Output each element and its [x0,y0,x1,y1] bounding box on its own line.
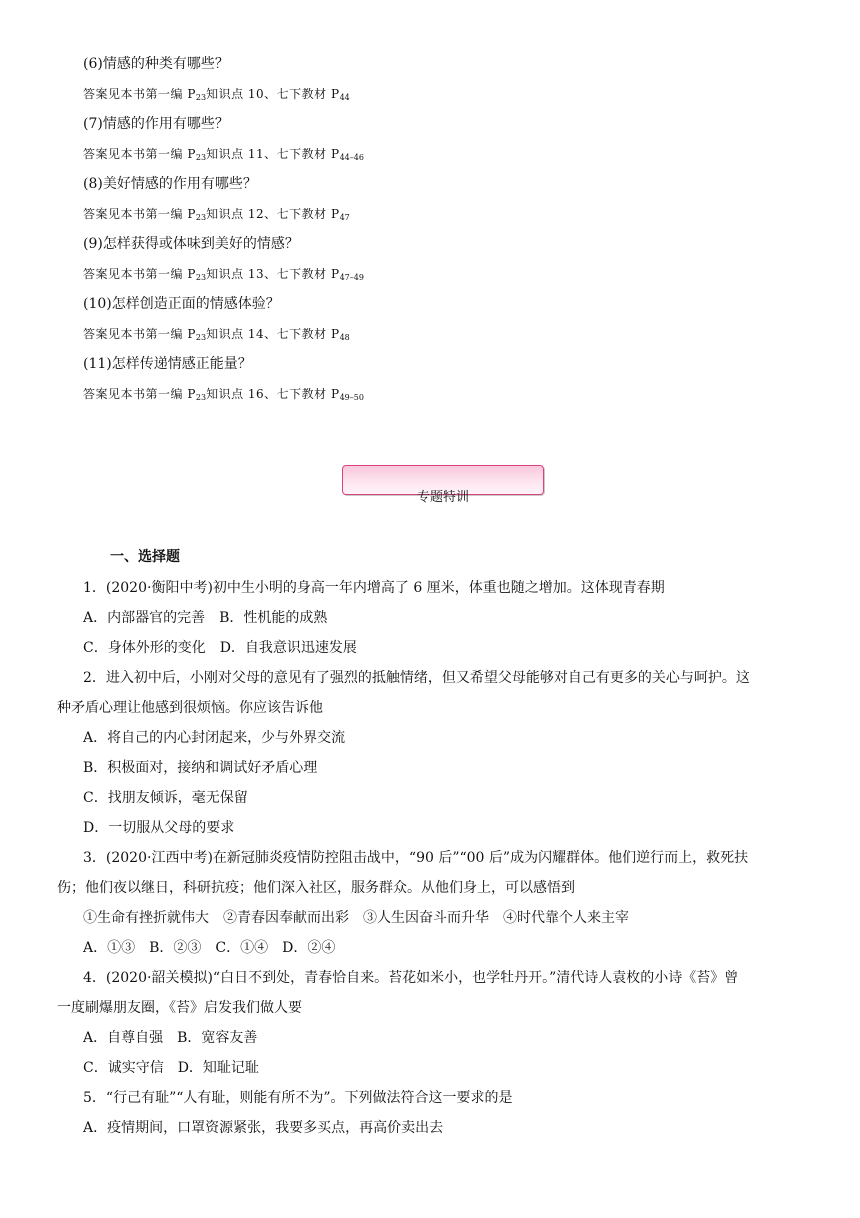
question-4-options-cd: C．诚实守信 D．知耻记耻 [83,1060,259,1076]
question-2-stem: 2．进入初中后，小刚对父母的意见有了强烈的抵触情绪，但又希望父母能够对自己有更多的关心与呵护。这 [83,670,750,686]
question-1-options-cd: C．身体外形的变化 D．自我意识迅速发展 [83,640,357,656]
question-1-stem: 1．(2020·衡阳中考)初中生小明的身高一年内增高了 6 厘米，体重也随之增加。这体现青春期 [83,580,665,596]
review-question: (7)情感的作用有哪些？ [83,116,229,132]
question-3-statements: ①生命有挫折就伟大 ②青春因奉献而出彩 ③人生因奋斗而升华 ④时代靠个人来主宰 [83,910,629,926]
review-answer: 答案见本书第一编 $P_{23}$知识点 14、七下教材 $P_{48}$ [83,327,350,342]
question-3-options: A．①③ B．②③ C．①④ D．②④ [83,940,336,956]
review-question: (11)怎样传递情感正能量？ [83,356,252,372]
review-answer: 答案见本书第一编 $P_{23}$知识点 11、七下教材 $P_{44-46}$ [83,147,364,162]
review-question: (10)怎样创造正面的情感体验？ [83,296,280,312]
question-2-option-c: C．找朋友倾诉，毫无保留 [83,790,248,806]
question-2-stem-cont: 种矛盾心理让他感到很烦恼。你应该告诉他 [57,700,323,716]
question-4-options-ab: A．自尊自强 B．宽容友善 [83,1030,258,1046]
question-2-option-d: D．一切服从父母的要求 [83,820,235,836]
section-heading: 一、选择题 [110,549,180,565]
review-answer: 答案见本书第一编 $P_{23}$知识点 10、七下教材 $P_{44}$ [83,87,350,102]
review-question: (9)怎样获得或体味到美好的情感？ [83,236,299,252]
question-3-stem-cont: 伤；他们夜以继日，科研抗疫；他们深入社区，服务群众。从他们身上，可以感悟到 [57,880,575,896]
question-2-option-b: B．积极面对，接纳和调试好矛盾心理 [83,760,318,776]
review-answer: 答案见本书第一编 $P_{23}$知识点 12、七下教材 $P_{47}$ [83,207,350,222]
review-question: (8)美好情感的作用有哪些？ [83,176,257,192]
question-5-option-a: A．疫情期间，口罩资源紧张，我要多买点，再高价卖出去 [83,1120,444,1136]
review-answer: 答案见本书第一编 $P_{23}$知识点 13、七下教材 $P_{47-49}$ [83,267,364,282]
question-4-stem: 4．(2020·韶关模拟)“白日不到处，青春恰自来。苔花如米小，也学牡丹开。”清代诗人袁枚的小诗《苔》曾 [83,970,739,986]
question-2-option-a: A．将自己的内心封闭起来，少与外界交流 [83,730,346,746]
review-questions [83,54,803,414]
section-banner-title: 专题特训 [416,490,469,505]
question-5-stem: 5．“行己有耻”“人有耻，则能有所不为”。下列做法符合这一要求的是 [83,1090,513,1106]
question-3-stem: 3．(2020·江西中考)在新冠肺炎疫情防控阻击战中，“90 后”“00 后”成为闪耀群体。他们逆行而上，救死扶 [83,850,749,866]
review-answer: 答案见本书第一编 $P_{23}$知识点 16、七下教材 $P_{49-50}$ [83,387,364,402]
question-1-options-ab: A．内部器官的完善 B．性机能的成熟 [83,610,328,626]
review-question: (6)情感的种类有哪些？ [83,56,229,72]
question-4-stem-cont: 一度刷爆朋友圈，《苔》启发我们做人要 [57,1000,302,1016]
